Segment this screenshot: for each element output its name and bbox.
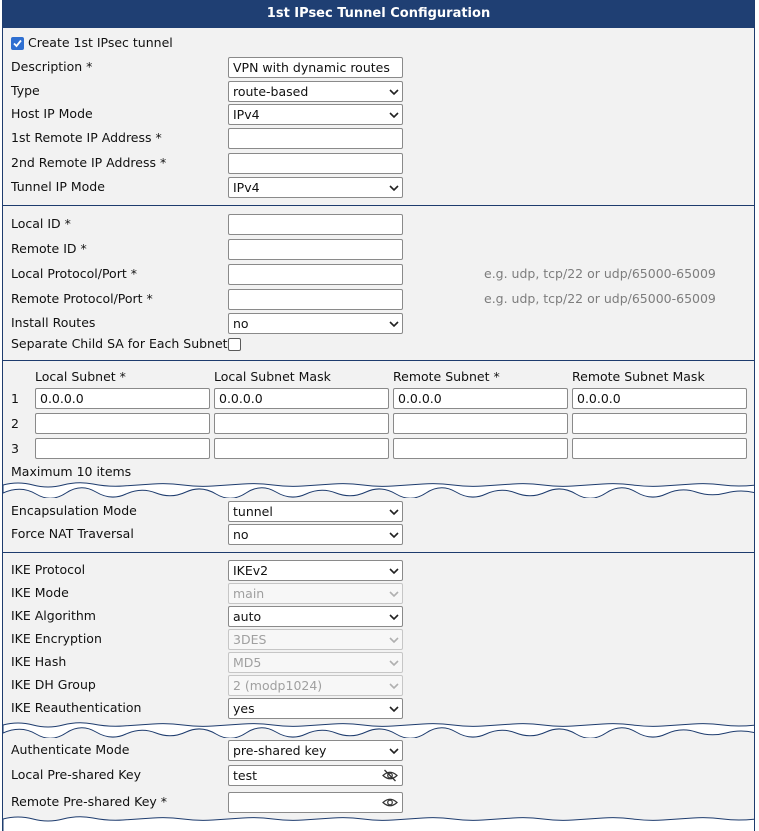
create-tunnel-checkbox[interactable]	[11, 37, 24, 50]
chevron-down-icon	[389, 507, 399, 517]
chevron-down-icon	[389, 704, 399, 714]
remote-ip-1-input[interactable]	[228, 128, 403, 149]
chevron-down-icon	[389, 658, 399, 668]
checkmark-icon	[13, 39, 22, 48]
section-break-wave	[3, 814, 755, 831]
remote-mask-input-3[interactable]	[572, 438, 747, 459]
encapsulation-mode-label: Encapsulation Mode	[11, 503, 137, 518]
remote-psk-input[interactable]	[228, 792, 403, 813]
ike-encryption-label: IKE Encryption	[11, 631, 102, 646]
ike-protocol-select[interactable]: IKEv2	[228, 560, 403, 581]
chevron-down-icon	[389, 530, 399, 540]
auth-mode-select[interactable]: pre-shared key	[228, 740, 403, 761]
remote-ip-2-label: 2nd Remote IP Address *	[11, 155, 167, 170]
force-nat-select[interactable]: no	[228, 524, 403, 545]
local-mask-input-3[interactable]	[214, 438, 389, 459]
ike-dh-group-label: IKE DH Group	[11, 677, 96, 692]
row-number: 1	[11, 391, 19, 406]
separate-child-sa-label: Separate Child SA for Each Subnet	[11, 336, 228, 351]
chevron-down-icon	[389, 110, 399, 120]
type-select[interactable]: route-based	[228, 81, 403, 102]
local-protocol-hint: e.g. udp, tcp/22 or udp/65000-65009	[484, 266, 716, 281]
local-protocol-label: Local Protocol/Port *	[11, 266, 137, 281]
remote-subnet-input-2[interactable]	[393, 413, 568, 434]
ike-algorithm-select[interactable]: auto	[228, 606, 403, 627]
section-divider	[3, 205, 754, 206]
section-break-wave	[3, 720, 755, 738]
remote-protocol-input[interactable]	[228, 289, 403, 310]
chevron-down-icon	[389, 566, 399, 576]
eye-icon[interactable]	[382, 796, 398, 809]
separate-child-sa-checkbox[interactable]	[228, 338, 241, 351]
chevron-down-icon	[389, 746, 399, 756]
auth-mode-label: Authenticate Mode	[11, 742, 130, 757]
ipsec-config-panel	[2, 0, 755, 831]
col-header-local-mask: Local Subnet Mask	[214, 369, 331, 384]
section-divider	[3, 552, 754, 553]
local-mask-input-2[interactable]	[214, 413, 389, 434]
row-number: 3	[11, 441, 19, 456]
remote-id-label: Remote ID *	[11, 241, 87, 256]
section-break-wave	[3, 480, 755, 498]
local-subnet-input-3[interactable]	[35, 438, 210, 459]
remote-subnet-input-3[interactable]	[393, 438, 568, 459]
local-subnet-input-1[interactable]: 0.0.0.0	[35, 388, 210, 409]
remote-ip-1-label: 1st Remote IP Address *	[11, 130, 162, 145]
remote-protocol-hint: e.g. udp, tcp/22 or udp/65000-65009	[484, 291, 716, 306]
local-mask-input-1[interactable]: 0.0.0.0	[214, 388, 389, 409]
ike-encryption-select: 3DES	[228, 629, 403, 650]
create-tunnel-label: Create 1st IPsec tunnel	[28, 35, 173, 50]
remote-psk-label: Remote Pre-shared Key *	[11, 794, 168, 809]
remote-mask-input-1[interactable]: 0.0.0.0	[572, 388, 747, 409]
eye-slash-icon[interactable]	[382, 769, 398, 782]
remote-id-input[interactable]	[228, 239, 403, 260]
chevron-down-icon	[389, 681, 399, 691]
max-items-note: Maximum 10 items	[11, 464, 132, 479]
ike-hash-select: MD5	[228, 652, 403, 673]
remote-ip-2-input[interactable]	[228, 153, 403, 174]
chevron-down-icon	[389, 589, 399, 599]
local-psk-input[interactable]: test	[228, 765, 403, 786]
ike-mode-select: main	[228, 583, 403, 604]
tunnel-ip-mode-label: Tunnel IP Mode	[11, 179, 105, 194]
encapsulation-mode-select[interactable]: tunnel	[228, 501, 403, 522]
host-ip-mode-label: Host IP Mode	[11, 106, 93, 121]
chevron-down-icon	[389, 635, 399, 645]
row-number: 2	[11, 416, 19, 431]
type-label: Type	[11, 83, 40, 98]
local-subnet-input-2[interactable]	[35, 413, 210, 434]
chevron-down-icon	[389, 319, 399, 329]
force-nat-label: Force NAT Traversal	[11, 526, 134, 541]
section-divider	[3, 360, 754, 361]
install-routes-label: Install Routes	[11, 315, 96, 330]
local-id-label: Local ID *	[11, 216, 71, 231]
ike-mode-label: IKE Mode	[11, 585, 69, 600]
local-id-input[interactable]	[228, 214, 403, 235]
col-header-remote-mask: Remote Subnet Mask	[572, 369, 705, 384]
panel-title: 1st IPsec Tunnel Configuration	[3, 0, 754, 28]
ike-protocol-label: IKE Protocol	[11, 562, 86, 577]
remote-mask-input-2[interactable]	[572, 413, 747, 434]
remote-subnet-input-1[interactable]: 0.0.0.0	[393, 388, 568, 409]
description-label: Description *	[11, 59, 93, 74]
chevron-down-icon	[389, 612, 399, 622]
description-input[interactable]: VPN with dynamic routes	[228, 57, 403, 78]
local-psk-label: Local Pre-shared Key	[11, 767, 141, 782]
remote-protocol-label: Remote Protocol/Port *	[11, 291, 153, 306]
ike-reauth-label: IKE Reauthentication	[11, 700, 142, 715]
local-protocol-input[interactable]	[228, 264, 403, 285]
ike-hash-label: IKE Hash	[11, 654, 67, 669]
chevron-down-icon	[389, 183, 399, 193]
tunnel-ip-mode-select[interactable]: IPv4	[228, 177, 403, 198]
ike-algorithm-label: IKE Algorithm	[11, 608, 96, 623]
col-header-local-subnet: Local Subnet *	[35, 369, 126, 384]
ike-reauth-select[interactable]: yes	[228, 698, 403, 719]
host-ip-mode-select[interactable]: IPv4	[228, 104, 403, 125]
chevron-down-icon	[389, 87, 399, 97]
ike-dh-group-select: 2 (modp1024)	[228, 675, 403, 696]
install-routes-select[interactable]: no	[228, 313, 403, 334]
col-header-remote-subnet: Remote Subnet *	[393, 369, 500, 384]
